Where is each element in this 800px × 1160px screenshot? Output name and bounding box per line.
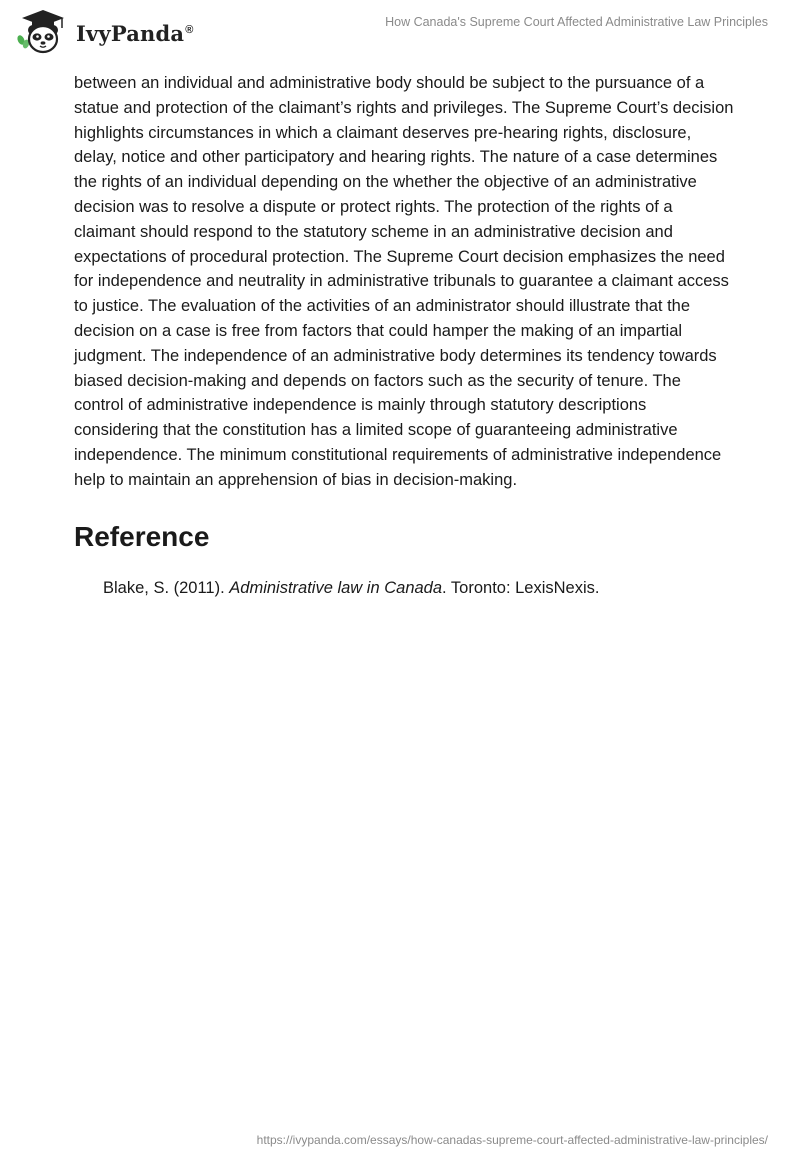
reference-author-year: Blake, S. (2011).: [103, 578, 230, 597]
reference-publisher: . Toronto: LexisNexis.: [442, 578, 600, 597]
panda-graduate-icon: [14, 8, 72, 56]
footer-url[interactable]: https://ivypanda.com/essays/how-canadas-supreme-court-affected-administrative-law-principles/: [256, 1133, 768, 1147]
document-title: How Canada's Supreme Court Affected Administrative Law Principles: [385, 15, 768, 29]
page-header: [0, 0, 800, 62]
body-paragraph: between an individual and administrative body should be subject to the pursuance of a statue and protection of the claimant’s rights and privileges. The Supreme Court’s decision highlights circumstances in which a claimant deserves pre-hearing rights, disclosure, delay, notice and other participatory and hearing rights. The nature of a case determines the rights of an individual depending on the whether the objective of an administrative decision was to resolve a dispute or protect rights. The protection of the rights of a claimant should respond to the statutory scheme in an administrative decision and expectations of procedural protection. The Supreme Court decision emphasizes the need for independence and neutrality in administrative tribunals to guarantee a claimant access to justice. The evaluation of the activities of an administrator should illustrate that the decision on a case is free from factors that could hamper the making of an impartial judgment. The independence of an administrative body determines its tendency towards biased decision-making and depends on factors such as the security of tenure. The control of administrative independence is mainly through statutory descriptions considering that the constitution has a limited scope of guaranteeing administrative independence. The minimum constitutional requirements of administrative independence help to maintain an apprehension of bias in decision-making.: [74, 74, 734, 489]
essay-content: [74, 71, 734, 600]
reference-title: Administrative law in Canada: [229, 578, 443, 597]
reference-heading: Reference: [74, 520, 210, 552]
logo-wordmark: IvyPanda®: [76, 20, 194, 46]
ivypanda-logo[interactable]: [14, 8, 194, 56]
reference-entry: [103, 576, 734, 600]
